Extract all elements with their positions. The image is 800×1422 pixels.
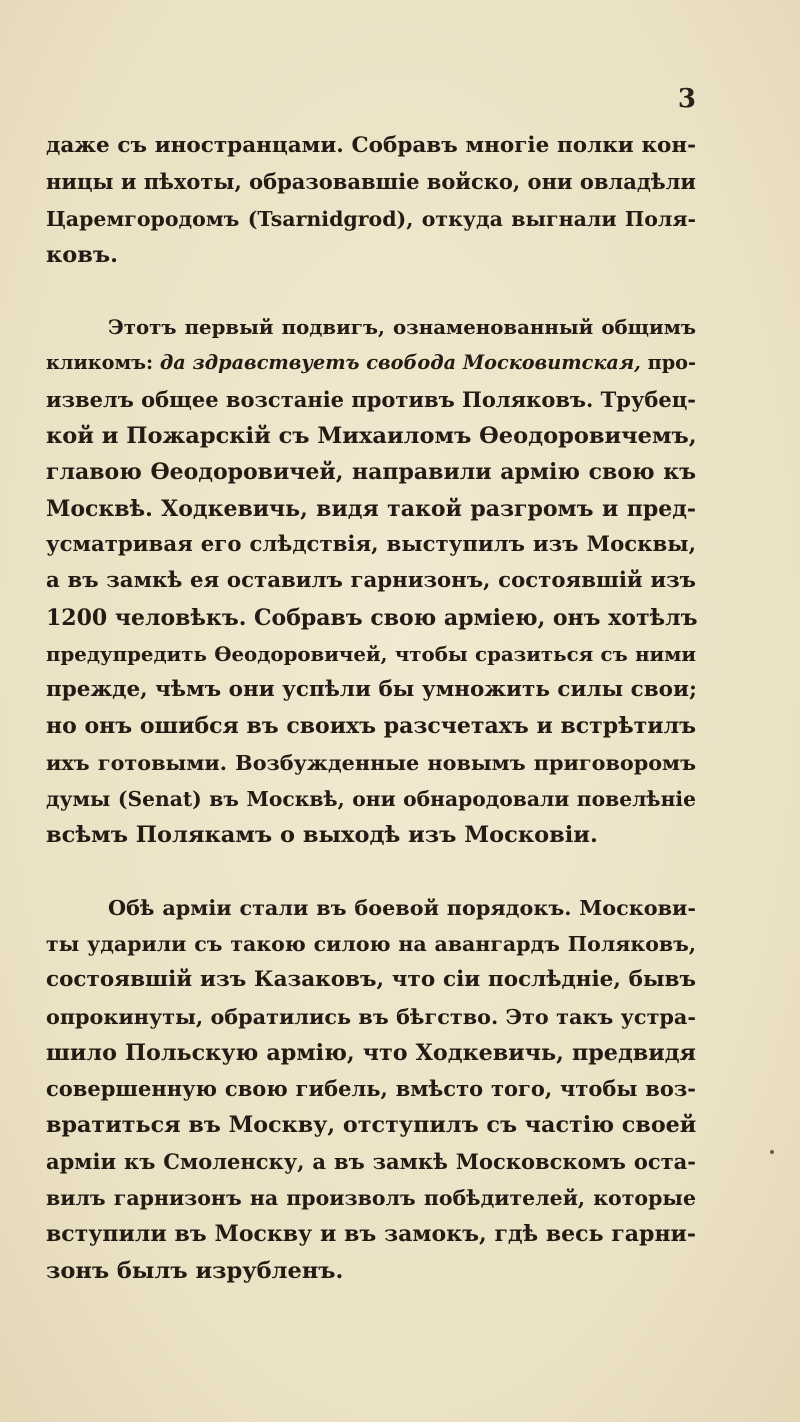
text-line: ты ударили съ такою силою на авангардъ Поляковъ, [46,931,696,956]
text-line-mixed [46,345,696,381]
text-line: состоявшій изъ Казаковъ, что сіи послѣдніе, бывъ [46,967,696,993]
text-segment: кликомъ: [46,351,160,375]
text-line: Москвѣ. Ходкевичь, видя такой разгромъ и пред- [46,495,696,522]
text-line: даже съ иностранцами. Собравъ многіе полки кон- [46,133,696,158]
page-number: 3 [677,84,696,114]
text-line: шило Польскую армію, что Ходкевичь, предвидя [46,1039,696,1066]
text-line: арміи къ Смоленску, а въ замкѣ Московскомъ оста- [46,1148,696,1174]
body-text [46,128,696,1289]
text-line: кой и Пожарскій съ Михаиломъ Өеодоровичемъ, [46,423,697,450]
italic-quote: да здравствуетъ свобода Московитская, [159,351,641,375]
paper-speck [770,1150,774,1154]
text-line: совершенную свою гибель, вмѣсто того, чтобы воз- [46,1076,696,1102]
text-line: опрокинуты, обратились въ бѣгство. Это такъ устра- [46,1004,696,1029]
paragraph-2 [46,309,696,853]
text-line: извелъ общее возстаніе противъ Поляковъ. Трубец- [46,386,697,412]
text-line: вратиться въ Москву, отступилъ съ частію своей [46,1112,697,1139]
text-line: главою Өеодоровичей, направили армію свою къ [46,459,696,486]
text-line: Обѣ арміи стали въ боевой порядокъ. Москови- [108,895,696,920]
text-line: прежде, чѣмъ они успѣли бы умножить силы свои; [46,677,697,703]
text-line: ихъ готовыми. Возбужденные новымъ приговоромъ [46,750,696,775]
text-line: зонъ былъ изрубленъ. [46,1257,344,1284]
text-line: думы (Senat) въ Москвѣ, они обнародовали повелѣніе [46,787,696,812]
text-line: ковъ. [46,241,118,268]
text-line: но онъ ошибся въ своихъ разсчетахъ и встрѣтилъ [46,713,696,740]
text-line: Царемгородомъ (Tsarnidgrod), откуда выгнали Поля- [46,206,696,231]
text-line: предупредить Өеодоровичей, чтобы сразиться съ ними [46,641,696,666]
text-line: усматривая его слѣдствія, выступилъ изъ Москвы, [46,531,696,557]
text-line: всѣмъ Полякамъ о выходѣ изъ Московіи. [46,822,598,849]
text-line: вилъ гарнизонъ на произволъ побѣдителей, которые [46,1186,696,1211]
text-line: ницы и пѣхоты, образовавшіе войско, они овладѣли [46,169,696,195]
text-segment: про- [640,351,696,375]
text-line: Этотъ первый подвигъ, ознаменованный общимъ [108,315,696,340]
text-line: 1200 человѣкъ. Собравъ свою арміею, онъ хотѣлъ [46,604,698,631]
paragraph-3 [46,890,696,1289]
text-line: а въ замкѣ ея оставилъ гарнизонъ, состоявшій изъ [46,568,696,594]
text-line: вступили въ Москву и въ замокъ, гдѣ весь гарни- [46,1221,696,1248]
paragraph-1 [46,128,696,273]
